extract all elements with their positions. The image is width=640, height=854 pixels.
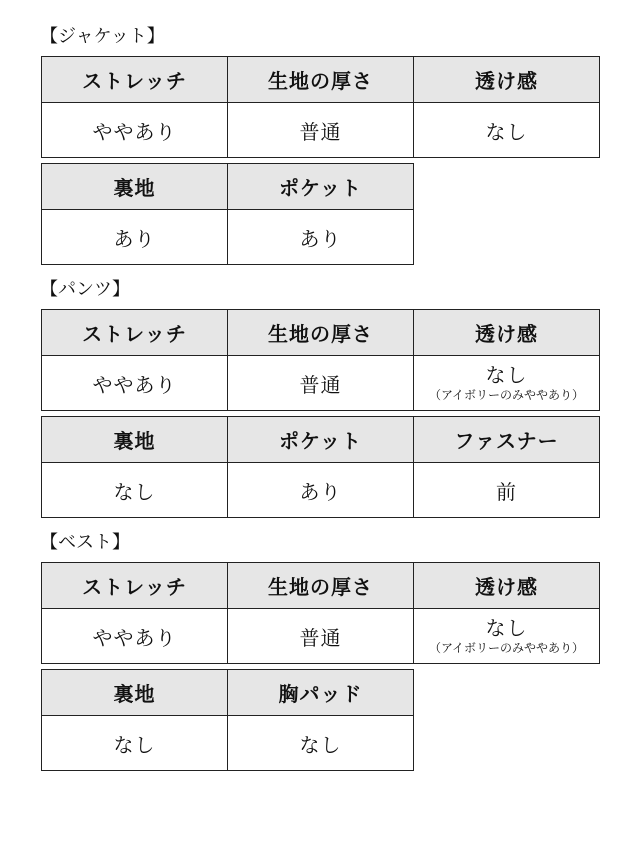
- value-sheerness: なし: [485, 362, 528, 387]
- vest-section-title: 【ベスト】: [40, 532, 130, 553]
- jacket-spec-table-2: [41, 163, 414, 265]
- value-pocket: あり: [228, 210, 414, 265]
- header-stretch: ストレッチ: [42, 57, 228, 103]
- header-stretch: ストレッチ: [42, 563, 228, 609]
- table-header-row: [42, 310, 600, 356]
- sheerness-note: （アイボリーのみややあり）: [429, 640, 584, 655]
- pants-section-title: 【パンツ】: [40, 279, 130, 300]
- table-value-row: [42, 609, 600, 664]
- pants-spec-table-1: [41, 309, 600, 411]
- table-header-row: [42, 417, 600, 463]
- value-fabric-thickness: 普通: [228, 609, 414, 664]
- header-stretch: ストレッチ: [42, 310, 228, 356]
- table-header-row: [42, 164, 414, 210]
- table-value-row: [42, 356, 600, 411]
- header-fabric-thickness: 生地の厚さ: [228, 310, 414, 356]
- value-stretch: ややあり: [42, 356, 228, 411]
- jacket-spec-table-1: [41, 56, 600, 158]
- value-zipper: 前: [414, 463, 600, 518]
- header-pocket: ポケット: [228, 417, 414, 463]
- vest-spec-table-2: [41, 669, 414, 771]
- pants-spec-table-2: [41, 416, 600, 518]
- header-pocket: ポケット: [228, 164, 414, 210]
- value-fabric-thickness: 普通: [228, 103, 414, 158]
- table-value-row: [42, 463, 600, 518]
- header-sheerness: 透け感: [414, 563, 600, 609]
- header-sheerness: 透け感: [414, 57, 600, 103]
- table-header-row: [42, 670, 414, 716]
- value-sheerness: なし: [414, 103, 600, 158]
- table-header-row: [42, 563, 600, 609]
- table-value-row: [42, 103, 600, 158]
- value-sheerness: なし: [485, 615, 528, 640]
- vest-spec-table-1: [41, 562, 600, 664]
- header-sheerness: 透け感: [414, 310, 600, 356]
- jacket-section-title: 【ジャケット】: [40, 26, 165, 47]
- value-stretch: ややあり: [42, 609, 228, 664]
- header-chest-pad: 胸パッド: [228, 670, 414, 716]
- table-value-row: [42, 716, 414, 771]
- value-lining: なし: [42, 716, 228, 771]
- header-fabric-thickness: 生地の厚さ: [228, 563, 414, 609]
- value-lining: あり: [42, 210, 228, 265]
- value-fabric-thickness: 普通: [228, 356, 414, 411]
- header-lining: 裏地: [42, 417, 228, 463]
- table-value-row: [42, 210, 414, 265]
- header-zipper: ファスナー: [414, 417, 600, 463]
- value-pocket: あり: [228, 463, 414, 518]
- value-chest-pad: なし: [228, 716, 414, 771]
- value-sheerness-cell: [414, 356, 600, 411]
- header-fabric-thickness: 生地の厚さ: [228, 57, 414, 103]
- sheerness-note: （アイボリーのみややあり）: [429, 387, 584, 402]
- value-lining: なし: [42, 463, 228, 518]
- value-sheerness-cell: [414, 609, 600, 664]
- table-header-row: [42, 57, 600, 103]
- header-lining: 裏地: [42, 670, 228, 716]
- header-lining: 裏地: [42, 164, 228, 210]
- value-stretch: ややあり: [42, 103, 228, 158]
